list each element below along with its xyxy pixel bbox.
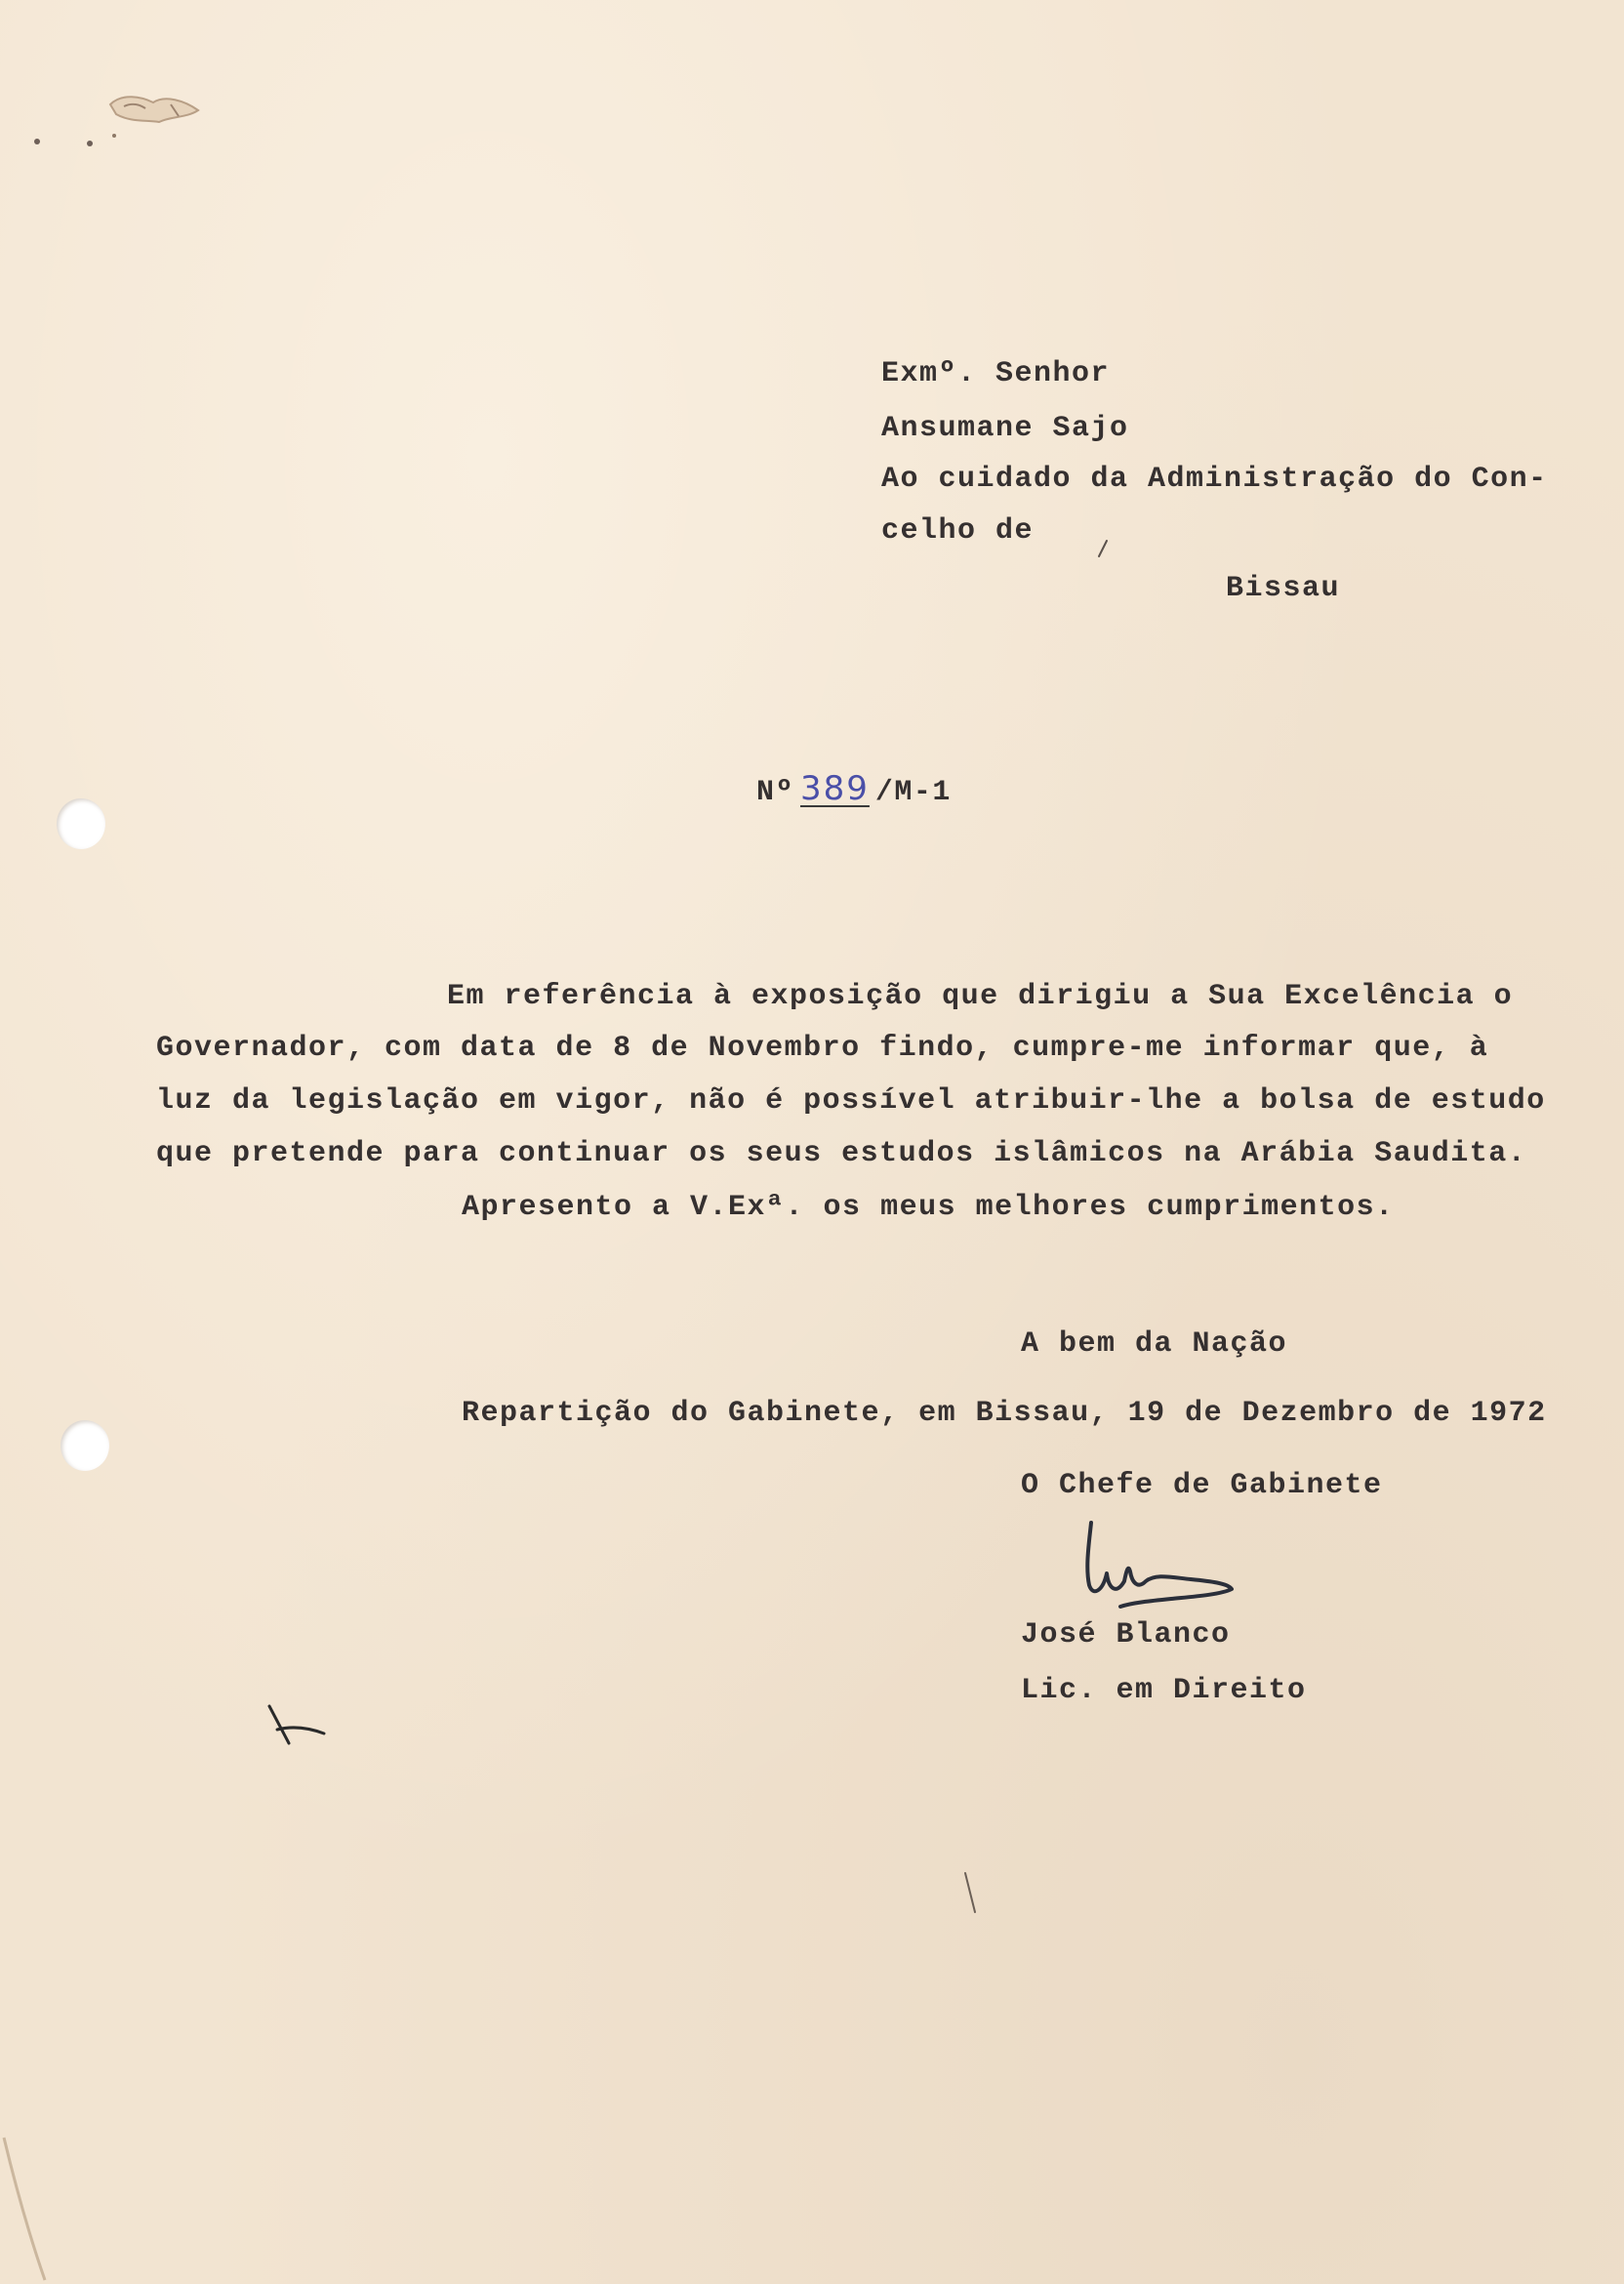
reference-prefix: Nº bbox=[756, 776, 795, 809]
reference-number: 389 bbox=[800, 769, 870, 808]
place-date: Repartição do Gabinete, em Bissau, 19 de Dezembro de 1972 bbox=[462, 1397, 1547, 1430]
small-slash-mark bbox=[1093, 537, 1113, 560]
punch-hole-lower bbox=[61, 1420, 109, 1471]
body-line-3: luz da legislação em vigor, não é possível atribuir-lhe a bolsa de estudo bbox=[156, 1084, 1546, 1118]
reference-suffix: /M-1 bbox=[874, 776, 952, 809]
signatory-position: O Chefe de Gabinete bbox=[1021, 1469, 1383, 1502]
body-line-2: Governador, com data de 8 de Novembro findo, cumpre-me informar que, à bbox=[156, 1032, 1489, 1065]
recipient-care-of-line2: celho de bbox=[881, 514, 1035, 548]
dust-dots bbox=[29, 132, 107, 151]
paper-edge-crease bbox=[0, 2128, 59, 2284]
pencil-tick bbox=[961, 1869, 981, 1918]
reference-line bbox=[756, 769, 952, 809]
handwritten-signature bbox=[1074, 1513, 1249, 1630]
recipient-city: Bissau bbox=[1226, 572, 1341, 605]
motto: A bem da Nação bbox=[1021, 1327, 1288, 1361]
signatory-credentials: Lic. em Direito bbox=[1021, 1674, 1307, 1707]
recipient-name: Ansumane Sajo bbox=[881, 412, 1129, 445]
body-line-4: que pretende para continuar os seus estudos islâmicos na Arábia Saudita. bbox=[156, 1137, 1527, 1170]
pencil-check-mark bbox=[264, 1700, 332, 1749]
body-closing: Apresento a V.Exª. os meus melhores cumprimentos. bbox=[462, 1191, 1395, 1224]
paper-damage-mark bbox=[102, 83, 210, 142]
signatory-name: José Blanco bbox=[1021, 1618, 1231, 1652]
recipient-care-of-line1: Ao cuidado da Administração do Con- bbox=[881, 463, 1548, 496]
recipient-salutation: Exmº. Senhor bbox=[881, 357, 1111, 390]
body-line-1: Em referência à exposição que dirigiu a Sua Excelência o bbox=[447, 980, 1514, 1013]
punch-hole-upper bbox=[57, 798, 105, 849]
